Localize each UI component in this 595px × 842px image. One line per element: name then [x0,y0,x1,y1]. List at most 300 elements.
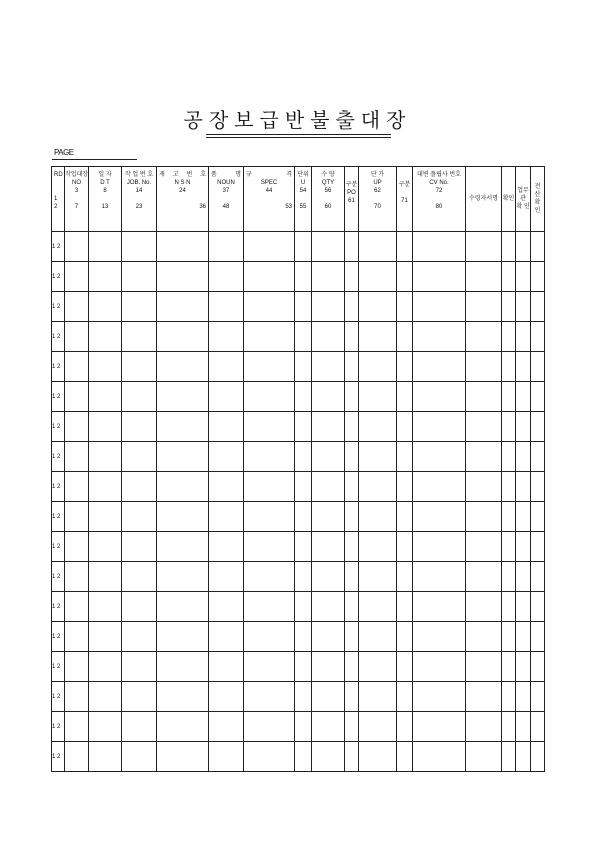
cell-spec[interactable] [244,562,295,592]
cell-mgr[interactable] [516,502,531,532]
cell-job[interactable] [122,232,157,262]
cell-nsn[interactable] [157,592,209,622]
cell-noun[interactable] [209,712,244,742]
cell-mgr[interactable] [516,352,531,382]
cell-no[interactable] [65,322,89,352]
cell-cv[interactable] [413,472,466,502]
table-row [52,562,545,592]
cell-noun[interactable] [209,652,244,682]
cell-up[interactable] [359,292,397,322]
cell-qty[interactable] [312,652,345,682]
cell-calc[interactable] [531,712,545,742]
header-spec: 규 격 SPEC 44 53 [244,167,295,232]
cell-mgr[interactable] [516,682,531,712]
cell-up[interactable] [359,232,397,262]
cell-qty[interactable] [312,412,345,442]
cell-po[interactable] [345,442,359,472]
cell-mgr[interactable] [516,592,531,622]
cell-spec[interactable] [244,382,295,412]
cell-chk[interactable] [502,232,516,262]
cell-spec[interactable] [244,412,295,442]
cell-calc[interactable] [531,262,545,292]
cell-mgr[interactable] [516,622,531,652]
cell-date[interactable] [89,592,122,622]
cell-rd: 1 2 [52,532,65,562]
cell-unit[interactable] [295,292,312,322]
cell-up[interactable] [359,472,397,502]
cell-recv[interactable] [466,472,502,502]
cell-mgr[interactable] [516,472,531,502]
cell-mgr[interactable] [516,532,531,562]
cell-calc[interactable] [531,532,545,562]
cell-up[interactable] [359,442,397,472]
cell-qty[interactable] [312,562,345,592]
cell-mgr[interactable] [516,262,531,292]
cell-spec[interactable] [244,682,295,712]
cell-recv[interactable] [466,412,502,442]
cell-up[interactable] [359,682,397,712]
cell-chk[interactable] [502,472,516,502]
cell-qty[interactable] [312,682,345,712]
cell-noun[interactable] [209,232,244,262]
cell-nsn[interactable] [157,532,209,562]
cell-spec[interactable] [244,232,295,262]
cell-calc[interactable] [531,592,545,622]
cell-nsn[interactable] [157,292,209,322]
cell-no[interactable] [65,682,89,712]
cell-date[interactable] [89,742,122,772]
cell-unit[interactable] [295,592,312,622]
cell-spec[interactable] [244,622,295,652]
cell-date[interactable] [89,412,122,442]
cell-po[interactable] [345,562,359,592]
cell-recv[interactable] [466,502,502,532]
cell-no[interactable] [65,412,89,442]
cell-po[interactable] [345,742,359,772]
header-kind: 구분 71 [397,167,413,232]
cell-noun[interactable] [209,292,244,322]
cell-noun[interactable] [209,502,244,532]
cell-job[interactable] [122,502,157,532]
cell-cv[interactable] [413,562,466,592]
cell-no[interactable] [65,622,89,652]
cell-cv[interactable] [413,352,466,382]
cell-po[interactable] [345,682,359,712]
cell-date[interactable] [89,292,122,322]
cell-noun[interactable] [209,622,244,652]
cell-up[interactable] [359,652,397,682]
cell-recv[interactable] [466,382,502,412]
cell-qty[interactable] [312,322,345,352]
cell-noun[interactable] [209,472,244,502]
table-row [52,712,545,742]
cell-no[interactable] [65,472,89,502]
cell-po[interactable] [345,412,359,442]
cell-kind[interactable] [397,382,413,412]
cell-calc[interactable] [531,472,545,502]
cell-po[interactable] [345,292,359,322]
cell-nsn[interactable] [157,562,209,592]
cell-chk[interactable] [502,712,516,742]
cell-recv[interactable] [466,682,502,712]
cell-unit[interactable] [295,742,312,772]
cell-qty[interactable] [312,292,345,322]
cell-recv[interactable] [466,352,502,382]
cell-nsn[interactable] [157,622,209,652]
document-title: 공장보급반불출대장 [183,108,412,132]
cell-calc[interactable] [531,622,545,652]
cell-up[interactable] [359,532,397,562]
cell-unit[interactable] [295,472,312,502]
cell-no[interactable] [65,742,89,772]
cell-po[interactable] [345,382,359,412]
cell-up[interactable] [359,592,397,622]
cell-calc[interactable] [531,412,545,442]
cell-chk[interactable] [502,292,516,322]
cell-po[interactable] [345,232,359,262]
cell-kind[interactable] [397,442,413,472]
cell-cv[interactable] [413,262,466,292]
cell-no[interactable] [65,562,89,592]
table-row [52,262,545,292]
cell-recv[interactable] [466,322,502,352]
cell-up[interactable] [359,352,397,382]
cell-unit[interactable] [295,262,312,292]
cell-no[interactable] [65,502,89,532]
cell-job[interactable] [122,712,157,742]
cell-chk[interactable] [502,382,516,412]
cell-mgr[interactable] [516,232,531,262]
cell-mgr[interactable] [516,562,531,592]
cell-date[interactable] [89,352,122,382]
cell-chk[interactable] [502,592,516,622]
cell-unit[interactable] [295,412,312,442]
cell-spec[interactable] [244,592,295,622]
page-number-line[interactable] [52,159,137,160]
cell-kind[interactable] [397,682,413,712]
cell-chk[interactable] [502,562,516,592]
cell-unit[interactable] [295,532,312,562]
cell-mgr[interactable] [516,742,531,772]
cell-po[interactable] [345,502,359,532]
cell-calc[interactable] [531,502,545,532]
cell-nsn[interactable] [157,472,209,502]
cell-kind[interactable] [397,532,413,562]
title-underline-second [206,137,391,138]
cell-recv[interactable] [466,292,502,322]
cell-date[interactable] [89,502,122,532]
cell-date[interactable] [89,382,122,412]
cell-unit[interactable] [295,712,312,742]
cell-cv[interactable] [413,742,466,772]
cell-chk[interactable] [502,622,516,652]
cell-recv[interactable] [466,592,502,622]
cell-up[interactable] [359,742,397,772]
cell-chk[interactable] [502,352,516,382]
cell-recv[interactable] [466,532,502,562]
cell-po[interactable] [345,472,359,502]
cell-recv[interactable] [466,442,502,472]
cell-noun[interactable] [209,742,244,772]
cell-kind[interactable] [397,652,413,682]
cell-noun[interactable] [209,562,244,592]
cell-date[interactable] [89,472,122,502]
cell-cv[interactable] [413,652,466,682]
cell-cv[interactable] [413,622,466,652]
cell-recv[interactable] [466,712,502,742]
cell-up[interactable] [359,622,397,652]
cell-up[interactable] [359,562,397,592]
cell-unit[interactable] [295,442,312,472]
cell-chk[interactable] [502,412,516,442]
cell-noun[interactable] [209,262,244,292]
cell-noun[interactable] [209,592,244,622]
cell-spec[interactable] [244,652,295,682]
cell-nsn[interactable] [157,682,209,712]
cell-unit[interactable] [295,232,312,262]
cell-kind[interactable] [397,412,413,442]
cell-po[interactable] [345,322,359,352]
cell-noun[interactable] [209,352,244,382]
cell-mgr[interactable] [516,322,531,352]
table-row [52,532,545,562]
cell-no[interactable] [65,532,89,562]
cell-no[interactable] [65,712,89,742]
cell-mgr[interactable] [516,382,531,412]
cell-recv[interactable] [466,562,502,592]
cell-qty[interactable] [312,352,345,382]
cell-cv[interactable] [413,412,466,442]
cell-kind[interactable] [397,352,413,382]
cell-no[interactable] [65,352,89,382]
cell-kind[interactable] [397,592,413,622]
cell-qty[interactable] [312,742,345,772]
cell-cv[interactable] [413,592,466,622]
cell-calc[interactable] [531,232,545,262]
cell-spec[interactable] [244,472,295,502]
cell-up[interactable] [359,502,397,532]
cell-date[interactable] [89,322,122,352]
cell-nsn[interactable] [157,382,209,412]
cell-po[interactable] [345,592,359,622]
cell-unit[interactable] [295,322,312,352]
cell-job[interactable] [122,262,157,292]
cell-noun[interactable] [209,322,244,352]
cell-calc[interactable] [531,652,545,682]
cell-nsn[interactable] [157,322,209,352]
cell-chk[interactable] [502,322,516,352]
cell-chk[interactable] [502,682,516,712]
cell-recv[interactable] [466,652,502,682]
cell-qty[interactable] [312,592,345,622]
cell-calc[interactable] [531,292,545,322]
cell-chk[interactable] [502,442,516,472]
cell-date[interactable] [89,622,122,652]
cell-po[interactable] [345,712,359,742]
cell-mgr[interactable] [516,442,531,472]
cell-recv[interactable] [466,742,502,772]
cell-date[interactable] [89,652,122,682]
cell-job[interactable] [122,412,157,442]
cell-date[interactable] [89,532,122,562]
cell-recv[interactable] [466,232,502,262]
cell-spec[interactable] [244,352,295,382]
cell-job[interactable] [122,592,157,622]
cell-date[interactable] [89,562,122,592]
cell-kind[interactable] [397,742,413,772]
cell-qty[interactable] [312,622,345,652]
cell-unit[interactable] [295,382,312,412]
cell-up[interactable] [359,382,397,412]
cell-job[interactable] [122,352,157,382]
cell-qty[interactable] [312,532,345,562]
cell-cv[interactable] [413,382,466,412]
cell-noun[interactable] [209,412,244,442]
cell-kind[interactable] [397,562,413,592]
cell-nsn[interactable] [157,742,209,772]
cell-noun[interactable] [209,382,244,412]
cell-job[interactable] [122,562,157,592]
cell-job[interactable] [122,472,157,502]
cell-recv[interactable] [466,262,502,292]
cell-calc[interactable] [531,742,545,772]
cell-no[interactable] [65,262,89,292]
cell-spec[interactable] [244,322,295,352]
cell-cv[interactable] [413,712,466,742]
cell-po[interactable] [345,622,359,652]
cell-recv[interactable] [466,622,502,652]
cell-po[interactable] [345,532,359,562]
table-row [52,472,545,502]
cell-noun[interactable] [209,442,244,472]
cell-chk[interactable] [502,652,516,682]
cell-nsn[interactable] [157,352,209,382]
cell-unit[interactable] [295,622,312,652]
cell-qty[interactable] [312,382,345,412]
table-row [52,622,545,652]
cell-up[interactable] [359,412,397,442]
cell-job[interactable] [122,742,157,772]
cell-po[interactable] [345,652,359,682]
cell-nsn[interactable] [157,652,209,682]
cell-job[interactable] [122,682,157,712]
cell-qty[interactable] [312,442,345,472]
cell-qty[interactable] [312,262,345,292]
cell-spec[interactable] [244,712,295,742]
cell-unit[interactable] [295,682,312,712]
cell-kind[interactable] [397,262,413,292]
cell-kind[interactable] [397,622,413,652]
cell-cv[interactable] [413,682,466,712]
cell-spec[interactable] [244,442,295,472]
cell-nsn[interactable] [157,712,209,742]
cell-noun[interactable] [209,682,244,712]
cell-noun[interactable] [209,532,244,562]
cell-unit[interactable] [295,352,312,382]
cell-kind[interactable] [397,232,413,262]
cell-calc[interactable] [531,682,545,712]
cell-job[interactable] [122,322,157,352]
cell-job[interactable] [122,622,157,652]
cell-qty[interactable] [312,232,345,262]
cell-calc[interactable] [531,322,545,352]
cell-no[interactable] [65,382,89,412]
cell-qty[interactable] [312,712,345,742]
cell-no[interactable] [65,232,89,262]
cell-chk[interactable] [502,502,516,532]
cell-cv[interactable] [413,322,466,352]
cell-spec[interactable] [244,532,295,562]
cell-spec[interactable] [244,262,295,292]
cell-calc[interactable] [531,562,545,592]
cell-cv[interactable] [413,292,466,322]
cell-no[interactable] [65,652,89,682]
cell-no[interactable] [65,292,89,322]
cell-job[interactable] [122,292,157,322]
cell-up[interactable] [359,322,397,352]
cell-chk[interactable] [502,262,516,292]
cell-date[interactable] [89,262,122,292]
cell-po[interactable] [345,352,359,382]
cell-date[interactable] [89,712,122,742]
cell-calc[interactable] [531,382,545,412]
cell-kind[interactable] [397,322,413,352]
cell-date[interactable] [89,442,122,472]
cell-kind[interactable] [397,712,413,742]
cell-nsn[interactable] [157,262,209,292]
cell-date[interactable] [89,232,122,262]
cell-calc[interactable] [531,352,545,382]
cell-kind[interactable] [397,502,413,532]
cell-unit[interactable] [295,562,312,592]
cell-calc[interactable] [531,442,545,472]
cell-mgr[interactable] [516,412,531,442]
cell-job[interactable] [122,382,157,412]
cell-cv[interactable] [413,532,466,562]
cell-mgr[interactable] [516,292,531,322]
cell-spec[interactable] [244,742,295,772]
cell-mgr[interactable] [516,652,531,682]
cell-cv[interactable] [413,502,466,532]
cell-spec[interactable] [244,292,295,322]
cell-qty[interactable] [312,502,345,532]
cell-up[interactable] [359,262,397,292]
cell-up[interactable] [359,712,397,742]
cell-unit[interactable] [295,502,312,532]
cell-unit[interactable] [295,652,312,682]
cell-kind[interactable] [397,292,413,322]
cell-mgr[interactable] [516,712,531,742]
cell-cv[interactable] [413,442,466,472]
cell-no[interactable] [65,592,89,622]
cell-job[interactable] [122,532,157,562]
cell-nsn[interactable] [157,502,209,532]
cell-kind[interactable] [397,472,413,502]
cell-chk[interactable] [502,742,516,772]
cell-nsn[interactable] [157,442,209,472]
cell-no[interactable] [65,442,89,472]
cell-job[interactable] [122,442,157,472]
cell-qty[interactable] [312,472,345,502]
cell-po[interactable] [345,262,359,292]
cell-spec[interactable] [244,502,295,532]
cell-nsn[interactable] [157,232,209,262]
cell-nsn[interactable] [157,412,209,442]
cell-date[interactable] [89,682,122,712]
cell-chk[interactable] [502,532,516,562]
cell-cv[interactable] [413,232,466,262]
cell-job[interactable] [122,652,157,682]
